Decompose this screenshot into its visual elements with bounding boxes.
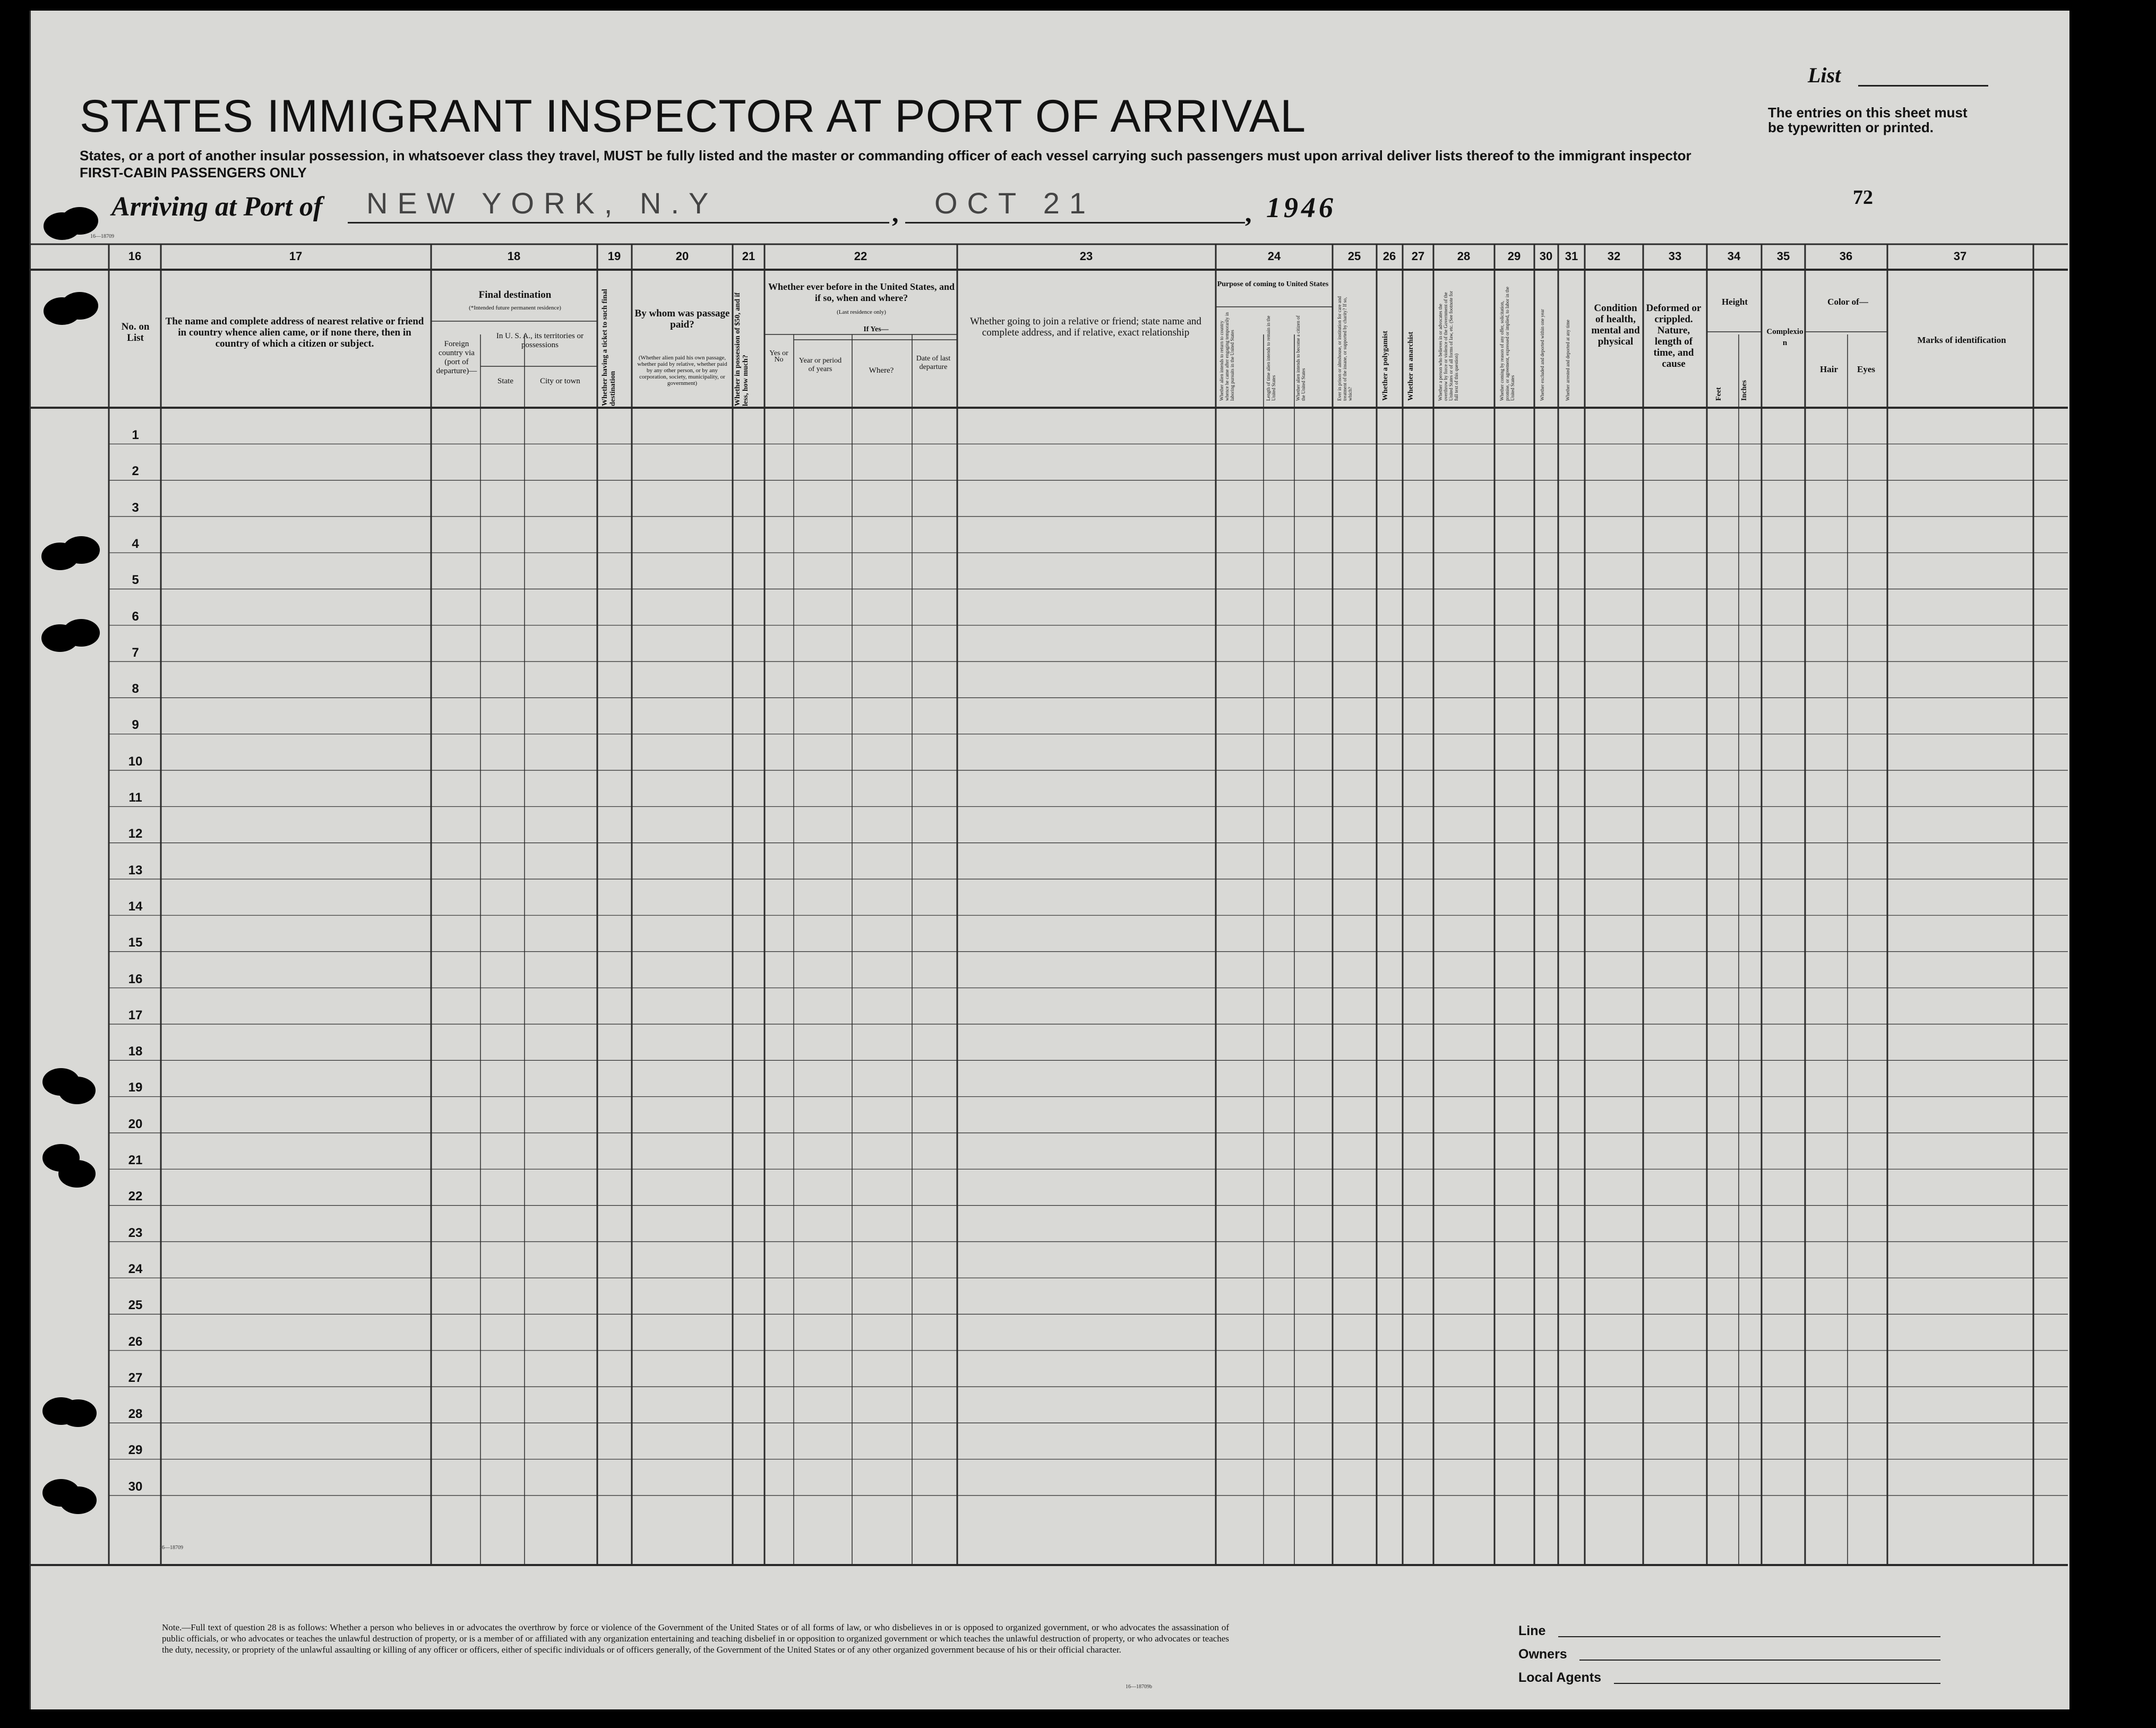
row-number: 7	[132, 645, 139, 660]
row-number: 26	[128, 1334, 143, 1349]
row-number: 17	[128, 1008, 143, 1022]
row-number: 29	[128, 1443, 143, 1458]
header-ticket: Whether having a ticket to such final destination	[601, 289, 617, 406]
row-number: 9	[132, 718, 139, 733]
form-number: 16—18709	[90, 234, 114, 239]
header-state: State	[497, 377, 513, 385]
header-polygamist: Whether a polygamist	[1381, 331, 1389, 401]
year-value: 1946	[1266, 192, 1336, 223]
row-number: 30	[128, 1479, 143, 1494]
typewritten-note-line: be typewritten or printed.	[1768, 119, 1934, 135]
header-ever-before: Whether ever before in the United States, and if so, when and where?	[768, 281, 955, 303]
header-ever-before-sub: (Last residence only)	[837, 309, 886, 315]
header-anarchist: Whether an anarchist	[1407, 331, 1415, 401]
footnote-question-28: Note.—Full text of question 28 is as follows: Whether a person who believes in or advocates the overthrow by force or violence of the Government of the United States or of all forms of law, or who disbelieves in or is opposed to organized government, or who advocates the assassination of public officials, or who advocates or teaches the unlawful destruction of property, or is a member of or affiliated with any organization entertaining and teaching disbelief in or opposition to organized government or which teaches the unlawful destruction of property, or who advocates or teaches the duty, necessity, or propriety of the unlawful assaulting or killing of any officer or officers, either of specific individuals or of officers generally, of the Government of the United States or of any other organized government because of his or their official character.	[162, 1622, 1229, 1655]
owners-label: Owners	[1518, 1647, 1567, 1662]
header-passage-paid-sub: (Whether alien paid his own passage, whether paid by relative, whether paid by any other person, or by any corporation, society, municipality, or government)	[637, 355, 727, 386]
row-number: 8	[132, 682, 139, 697]
row-number: 1	[132, 428, 139, 442]
row-number: 22	[128, 1189, 143, 1204]
row-number: 21	[128, 1153, 143, 1167]
port-value: NEW YORK, N.Y	[366, 186, 718, 220]
row-number: 24	[128, 1261, 143, 1276]
header-complexion: Complexion	[1766, 328, 1803, 347]
row-number: 4	[132, 536, 139, 551]
row-number: 10	[128, 754, 143, 769]
header-hair: Hair	[1820, 364, 1838, 374]
header-arrested: Whether arrested and deported at any time	[1565, 320, 1570, 401]
row-number: 16	[128, 972, 143, 986]
comma: ,	[892, 198, 899, 228]
form-title: STATES IMMIGRANT INSPECTOR AT PORT OF ARRIVAL	[80, 91, 1307, 142]
row-number: 13	[128, 863, 143, 878]
header-no-on-list: No. on List	[121, 321, 150, 343]
row-number: 2	[132, 464, 139, 479]
header-passage-paid: By whom was passage paid?	[634, 308, 730, 330]
row-number: 15	[128, 935, 143, 950]
header-fifty-dollars: Whether in possession of $50, and if less, how much?	[734, 292, 750, 406]
header-eyes: Eyes	[1857, 364, 1875, 374]
first-cabin-label: FIRST-CABIN PASSENGERS ONLY	[80, 165, 307, 180]
header-final-destination-sub: (*Intended future permanent residence)	[469, 305, 561, 311]
row-number: 18	[128, 1044, 143, 1059]
header-year-period: Year or period of years	[798, 357, 842, 373]
header-inches: Inches	[1740, 380, 1748, 401]
header-prison: Ever in prison or almshouse, or institution for care and treatment of the insane, or supported by charity? If so, which?	[1337, 296, 1353, 401]
header-join-relative: Whether going to join a relative or friend; state name and complete address, and if relative, exact relationship	[970, 316, 1201, 338]
column-number: 24	[1267, 250, 1281, 263]
row-number: 19	[128, 1080, 143, 1095]
column-number: 18	[507, 250, 521, 263]
column-number: 37	[1953, 250, 1967, 263]
column-number: 29	[1507, 250, 1521, 263]
typewritten-note-line: The entries on this sheet must	[1768, 105, 1968, 121]
header-where: Where?	[869, 366, 894, 375]
column-number: 16	[128, 250, 142, 263]
column-number: 26	[1382, 250, 1396, 263]
column-number: 23	[1079, 250, 1093, 263]
header-yes-no: Yes or No	[769, 349, 788, 364]
local-agents-label: Local Agents	[1518, 1670, 1602, 1685]
column-number: 27	[1411, 250, 1425, 263]
column-number: 36	[1839, 250, 1853, 263]
column-number: 35	[1776, 250, 1790, 263]
column-number: 28	[1457, 250, 1471, 263]
row-number: 3	[132, 500, 139, 515]
header-height: Height	[1721, 297, 1748, 307]
page-number: 72	[1853, 186, 1873, 209]
header-color: Color of—	[1827, 297, 1868, 307]
row-number: 11	[128, 790, 142, 805]
column-number: 17	[289, 250, 303, 263]
column-number: 25	[1347, 250, 1361, 263]
column-number: 33	[1668, 250, 1682, 263]
row-number: 6	[132, 609, 139, 624]
form-number: 16—18709	[159, 1545, 183, 1551]
header-labor-offer: Whether coming by reason of any offer, solicitation, promise, or agreement, expressed or implied, to labor in the United States	[1499, 287, 1515, 401]
form-number: 16—18709b	[1126, 1684, 1152, 1690]
list-label: List	[1808, 63, 1841, 87]
header-health: Condition of health, mental and physical	[1591, 303, 1640, 347]
date-value: OCT 21	[934, 186, 1096, 220]
header-final-destination: Final destination	[478, 289, 552, 300]
header-deformed: Deformed or crippled. Nature, length of time, and cause	[1646, 303, 1702, 369]
header-city: City or town	[540, 377, 580, 385]
row-number: 27	[128, 1370, 143, 1385]
header-last-departure: Date of last departure	[916, 355, 951, 371]
header-relative-address: The name and complete address of nearest relative or friend in country whence alien came, or if none there, then in country of which a citizen or subject.	[165, 316, 424, 349]
form-subtitle: States, or a port of another insular possession, in whatsoever class they travel, MUST be fully listed and the master or commanding officer of each vessel carrying such passengers must upon arrival deliver lists thereof to the immigrant inspector	[80, 148, 1691, 164]
header-excluded: Whether excluded and deported within one year	[1540, 309, 1545, 401]
signature-block	[1518, 1619, 1601, 1689]
column-number: 31	[1565, 250, 1578, 263]
header-overthrow: Whether a person who believes in or advocates the overthrow by force or violence of the Government of the United States or of all forms of law, etc. (See footnote for full text of this question)	[1438, 290, 1459, 401]
comma: ,	[1245, 198, 1252, 228]
header-purpose: Purpose of coming to United States	[1217, 280, 1329, 288]
row-number: 5	[132, 573, 139, 588]
header-purpose-length: Length of time alien intends to remain in the United States	[1266, 315, 1276, 401]
header-marks: Marks of identification	[1917, 335, 2006, 345]
column-number: 22	[854, 250, 867, 263]
agents-signature-line	[1614, 1683, 1940, 1684]
column-number: 21	[742, 250, 755, 263]
column-number: 19	[607, 250, 621, 263]
column-number: 20	[675, 250, 689, 263]
header-purpose-return: Whether alien intends to return to country whence he came after engaging temporarily in laboring pursuits in the United States	[1219, 312, 1235, 401]
column-number: 32	[1607, 250, 1621, 263]
line-label: Line	[1518, 1623, 1546, 1638]
header-foreign-country: Foreign country via (port of departure)—	[436, 340, 477, 375]
column-number: 30	[1539, 250, 1553, 263]
row-number: 28	[128, 1407, 143, 1422]
row-number: 25	[128, 1298, 143, 1313]
row-number: 14	[128, 899, 143, 914]
header-feet: Feet	[1715, 387, 1723, 401]
header-in-usa: In U. S. A., its territories or possessions	[496, 332, 584, 349]
column-number: 34	[1727, 250, 1741, 263]
owners-signature-line	[1579, 1660, 1940, 1661]
row-number: 12	[128, 827, 143, 841]
header-purpose-citizen: Whether alien intends to become a citizen of the United States	[1295, 315, 1306, 401]
row-number: 23	[128, 1225, 143, 1240]
arriving-label: Arriving at Port of	[111, 192, 323, 222]
header-if-yes: If Yes—	[863, 325, 889, 333]
line-signature-line	[1558, 1636, 1940, 1637]
row-number: 20	[128, 1116, 143, 1131]
